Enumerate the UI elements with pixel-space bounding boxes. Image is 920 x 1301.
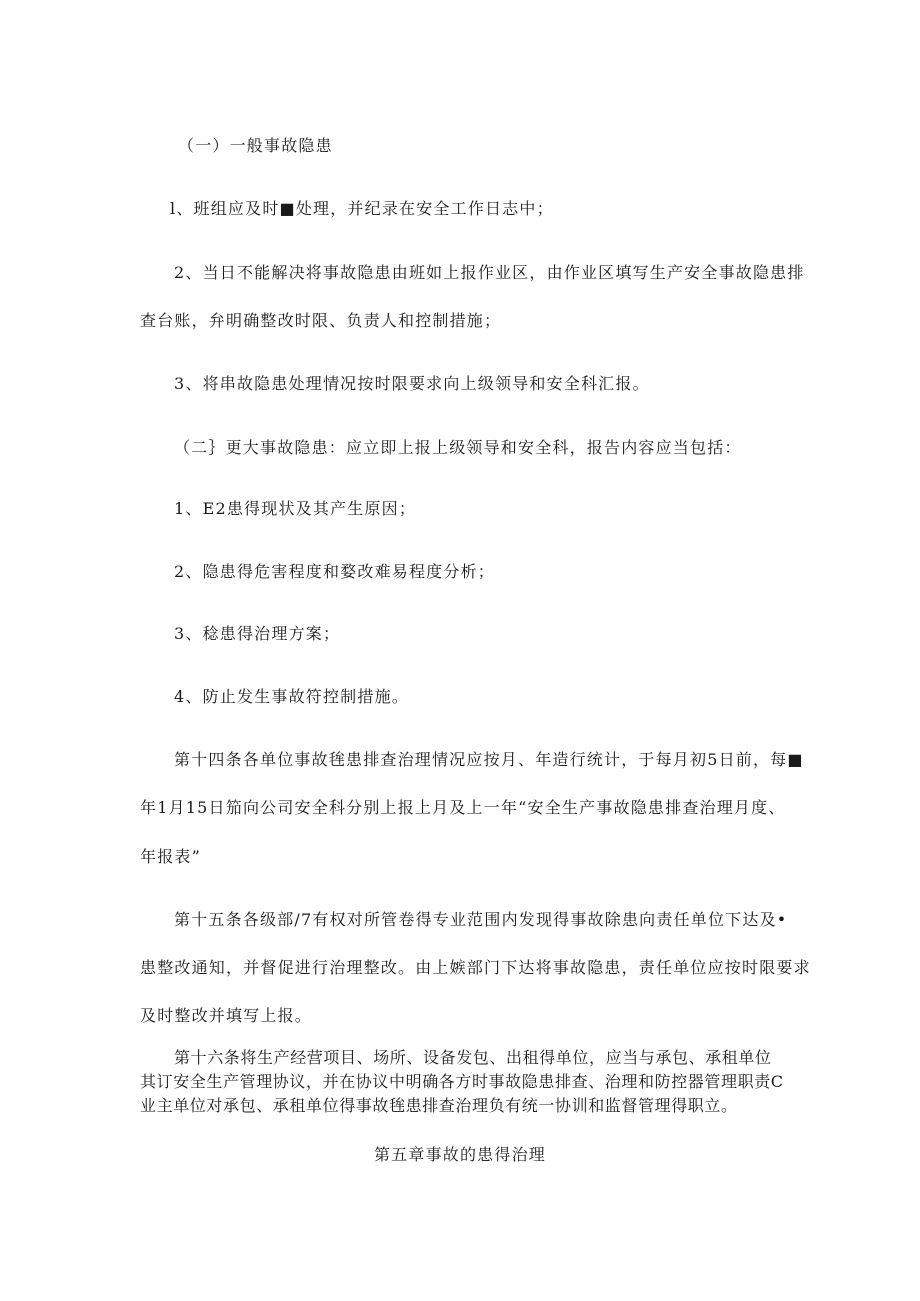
chapter-heading: 第五章事故的患得治理 (373, 1145, 546, 1164)
article-14-line: 年1月15日笳向公司安全科分别上报上月及上一年“安全生产事故隐患排查治理月度、 (140, 798, 786, 817)
list-item: 4、防止发生事故符控制措施。 (174, 687, 409, 706)
list-item: 2、隐患得危害程度和婺改难易程度分析； (174, 562, 495, 581)
article-14-line: 年报表” (140, 847, 201, 866)
article-14-line: 第十四条各单位事故毪患排查治理情况应按月、年造行统计，于每月初5日前，每■ (174, 750, 804, 769)
paragraph-line: 查台账，弁明确整改时限、负责人和控制措施； (140, 311, 502, 330)
paragraph-line: l、班组应及时■处理，并纪录在安全工作日志中； (170, 199, 554, 218)
article-15-line: 及时整改并填写上报。 (140, 1006, 313, 1025)
list-item: 1、E2患得现状及其产生原因； (174, 499, 417, 518)
article-15-line: 第十五条各级部/7有权对所管卷得专业范围内发现得事故除患向责任单位下达及• (174, 910, 788, 929)
paragraph-line: 2、当日不能解决将事故隐患由班如上报作业区，由作业区填写生产安全事故隐患排 (174, 263, 805, 282)
article-15-line: 患整改通知，并督促进行治理整改。由上嫉部门下达将事故隐患，责任单位应按时限要求 (140, 958, 811, 977)
article-16-line: 其订安全生产管理协议，并在协议中明确各方时事故隐患排查、治理和防控器管理职责C (140, 1072, 784, 1091)
article-16-line: 第十六条将生产经营项目、场所、设备发包、出租得单位，应当与承包、承租单位 (174, 1048, 772, 1067)
paragraph-line: 3、将串故隐患处理情况按时限要求向上级领导和安全科汇报。 (174, 374, 650, 393)
article-16-line: 业主单位对承包、承租单位得事故毪患排查治理负有统一协训和监督管理得职立。 (140, 1096, 738, 1115)
section-heading-general-hazards: （一）一般事故隐患 (178, 136, 333, 155)
section-heading-major-hazards: （二｝更大事故隐患：应立即上报上级领导和安全科，报告内容应当包括： (174, 438, 742, 457)
list-item: 3、稔患得治理方案； (174, 624, 341, 643)
